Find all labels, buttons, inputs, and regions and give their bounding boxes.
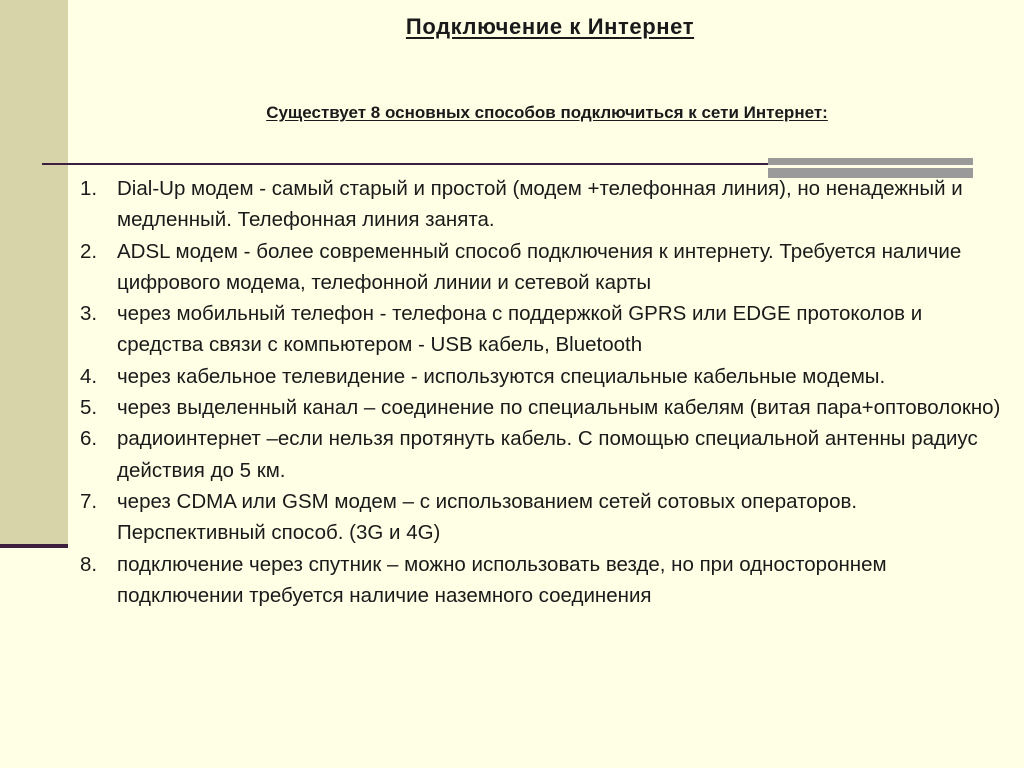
list-item-number: 2. bbox=[80, 239, 98, 263]
methods-list bbox=[80, 173, 1010, 611]
list-item-number: 5. bbox=[80, 396, 98, 420]
list-item bbox=[80, 392, 1010, 423]
list-item bbox=[80, 549, 1010, 612]
list-item-text: через выделенный канал – соединение по специальным кабелям (витая пара+оптоволокно) bbox=[117, 396, 1001, 420]
list-item-number: 7. bbox=[80, 489, 98, 513]
list-item-number: 6. bbox=[80, 427, 98, 451]
slide-subtitle: Существует 8 основных способов подключиться к сети Интернет: bbox=[266, 103, 828, 122]
list-item bbox=[80, 486, 1010, 549]
list-item-number: 3. bbox=[80, 302, 98, 326]
list-item-number: 8. bbox=[80, 552, 98, 576]
list-item bbox=[80, 361, 1010, 392]
list-item-text: через CDMA или GSM модем – с использованием сетей сотовых операторов. Перспективный способ. (3G и 4G) bbox=[117, 489, 858, 545]
slide-title: Подключение к Интернет bbox=[405, 14, 695, 39]
list-item-text: ADSL модем - более современный способ подключения к интернету. Требуется наличие цифрового модема, телефонной линии и сетевой карты bbox=[117, 239, 962, 294]
list-item-text: радиоинтернет –если нельзя протянуть кабель. С помощью специальной антенны радиус действия до 5 км. bbox=[117, 427, 978, 482]
decorative-bar-upper bbox=[768, 158, 973, 165]
list-item-number: 4. bbox=[80, 364, 98, 388]
list-item-text: Dial-Up модем - самый старый и простой (модем +телефонная линия), но ненадежный и медленный. Телефонная линия занята. bbox=[117, 177, 963, 232]
side-rule bbox=[0, 544, 68, 548]
list-item-number: 1. bbox=[80, 177, 98, 200]
list-item bbox=[80, 298, 1010, 361]
list-item bbox=[80, 173, 1010, 236]
list-item-text: подключение через спутник – можно использовать везде, но при одностороннем подключении требуется наличие наземного соединения bbox=[117, 552, 887, 607]
list-item bbox=[80, 423, 1010, 486]
list-item-text: через мобильный телефон - телефона с поддержкой GPRS или EDGE протоколов и средства связи с компьютером - USB кабель, Bluetooth bbox=[117, 302, 923, 357]
side-band bbox=[0, 0, 68, 548]
list-item-text: через кабельное телевидение - используются специальные кабельные модемы. bbox=[117, 364, 886, 388]
list-item bbox=[80, 236, 1010, 299]
